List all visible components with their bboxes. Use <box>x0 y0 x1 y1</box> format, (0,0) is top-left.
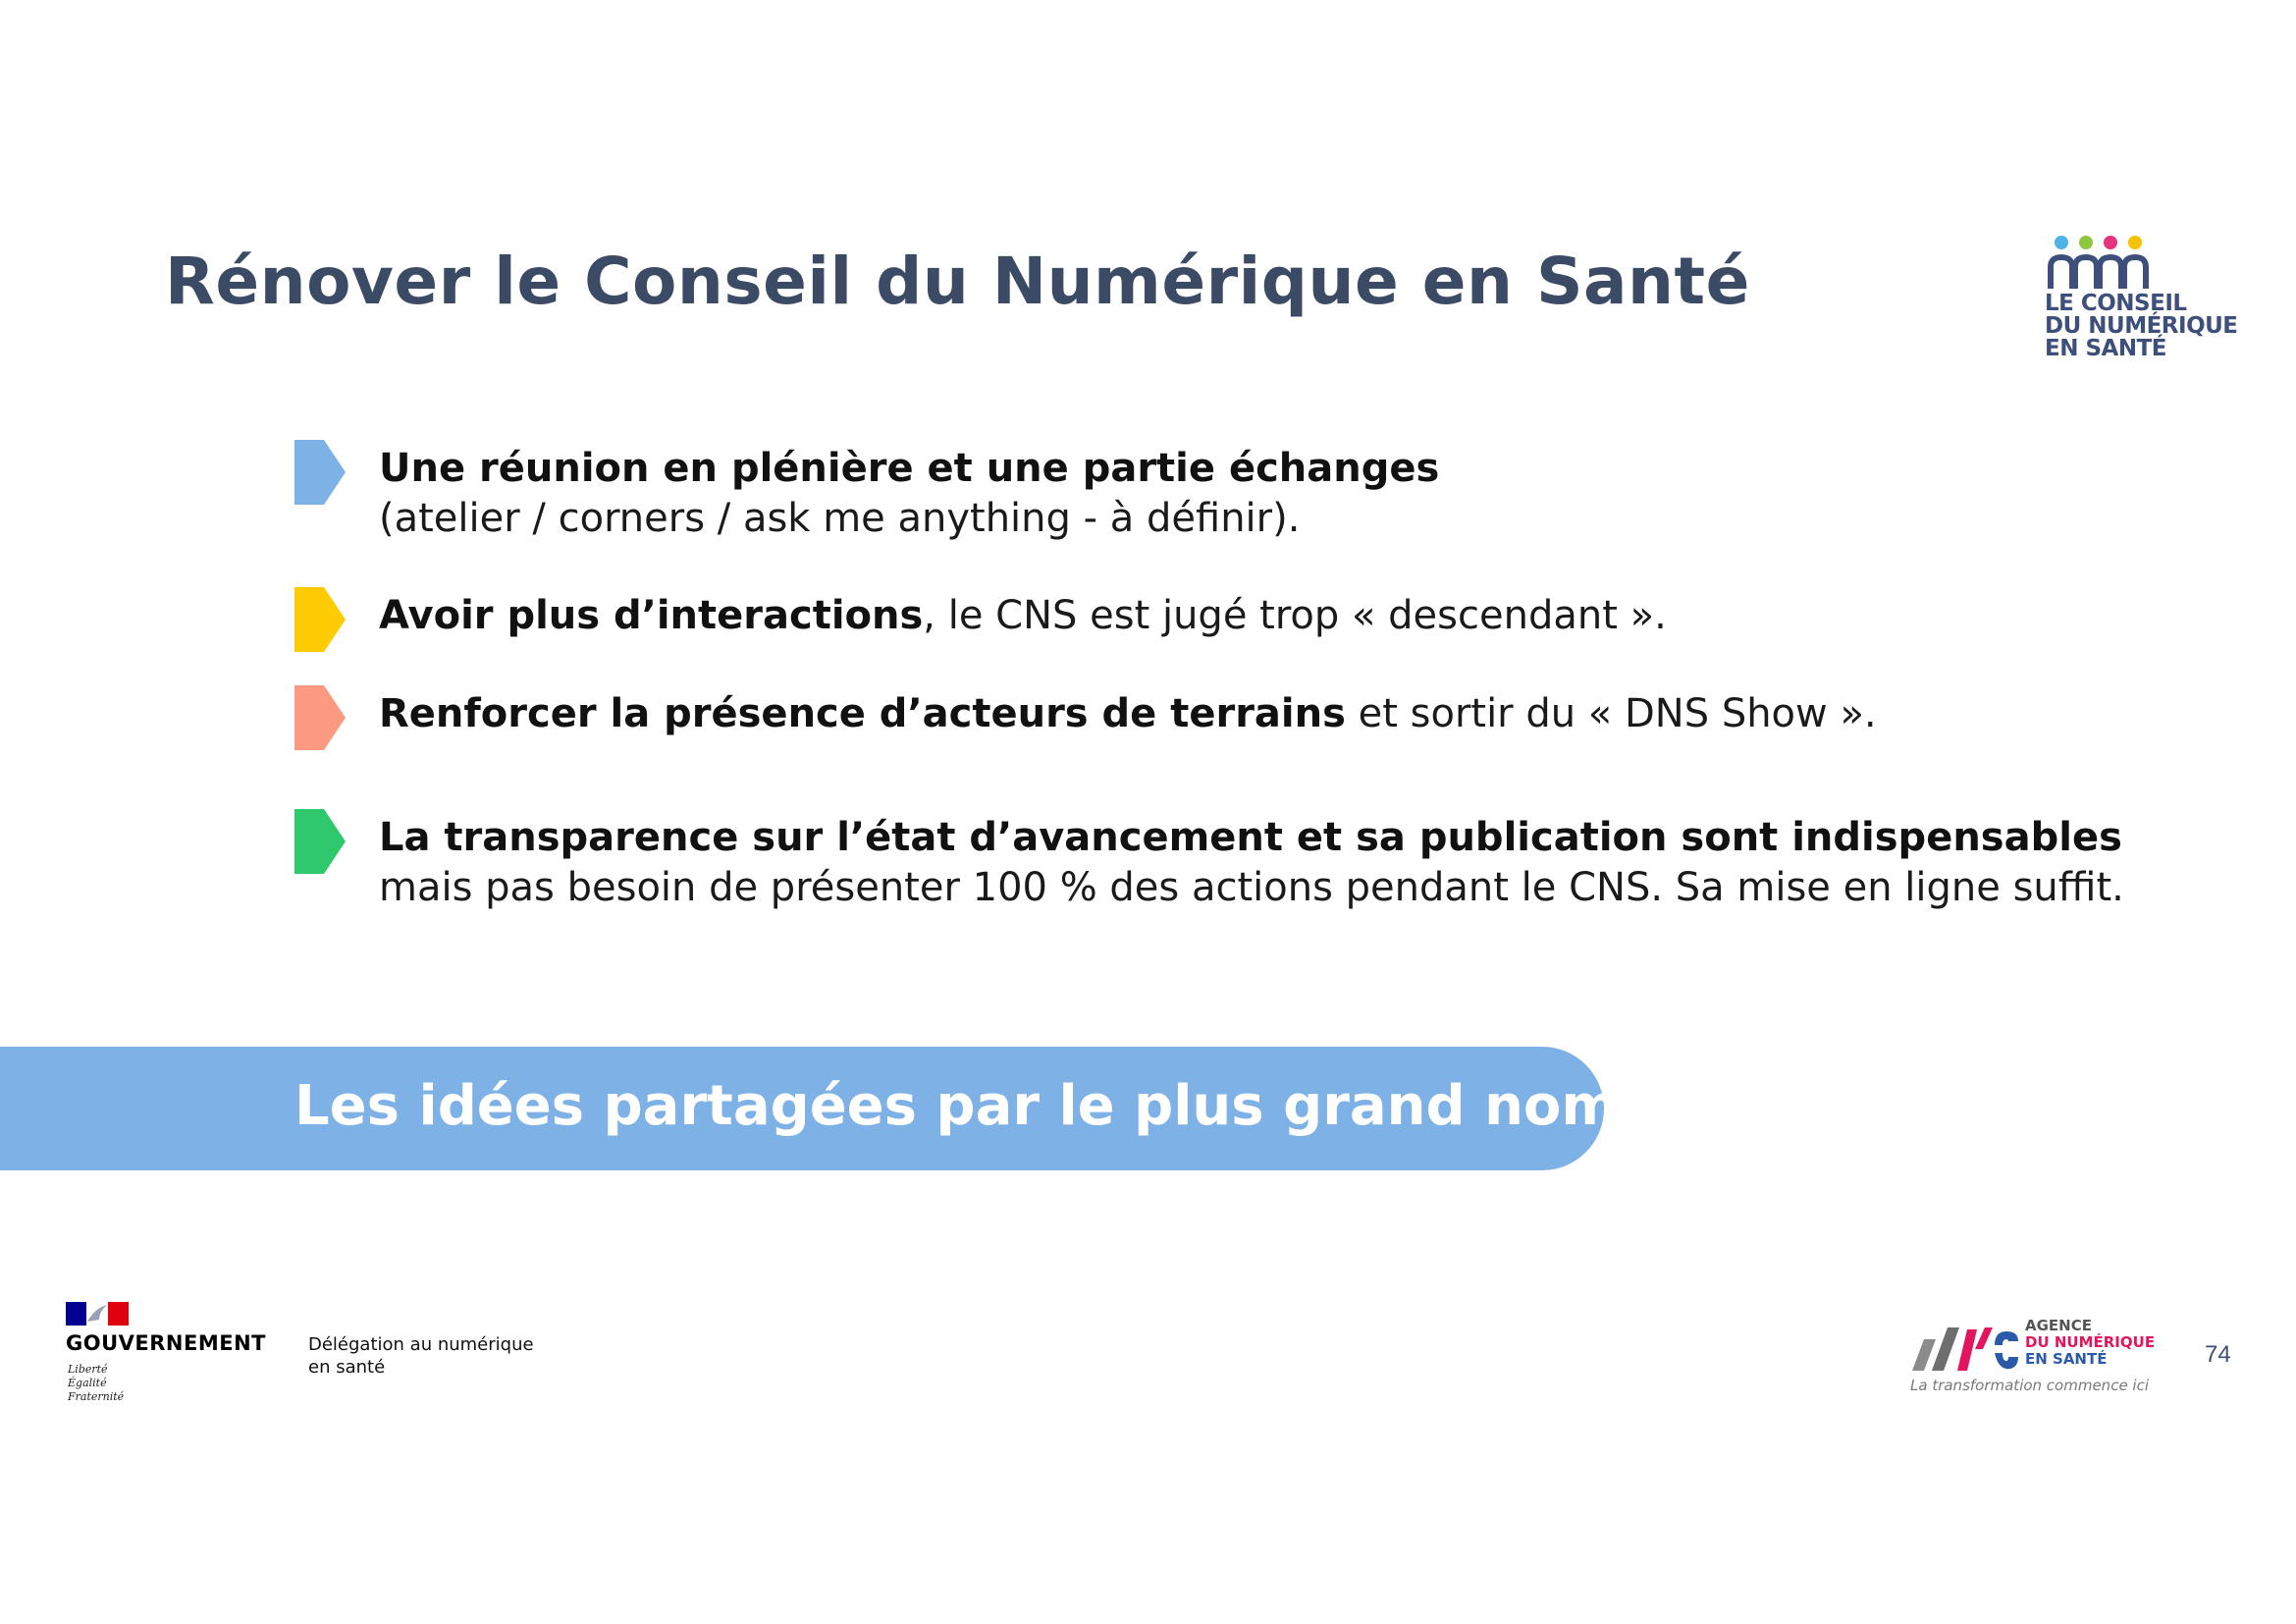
highlight-banner <box>0 1047 1723 1170</box>
cns-logo-mark-icon <box>2045 234 2182 297</box>
arrow-marker-icon <box>294 440 346 505</box>
marianne-flag-icon <box>66 1302 129 1326</box>
ans-logo <box>1910 1316 2175 1394</box>
bullet-bold-text: Renforcer la présence d’acteurs de terrains <box>379 691 1346 736</box>
gov-motto <box>68 1363 124 1404</box>
bullet-text <box>379 444 2126 544</box>
motto-line: Fraternité <box>68 1390 125 1403</box>
cns-logo-line2: DU NUMÉRIQUE <box>2045 313 2238 339</box>
cns-logo <box>2045 234 2251 366</box>
bullet-rest-text: et sortir du « DNS Show ». <box>1345 691 1877 736</box>
motto-line: Égalité <box>68 1377 107 1389</box>
bullet-rest-text: , le CNS est jugé trop « descendant ». <box>923 593 1667 638</box>
slide-title: Rénover le Conseil du Numérique en Santé <box>165 244 1750 319</box>
gov-name: GOUVERNEMENT <box>66 1331 266 1355</box>
ans-name <box>2025 1318 2155 1368</box>
bullet-text <box>379 813 2126 913</box>
arrow-marker-icon <box>294 685 346 750</box>
bullet-bold-text: Une réunion en plénière et une partie échanges <box>379 446 1440 491</box>
ans-logo-mark-icon <box>1910 1320 2020 1375</box>
cns-logo-line1: LE CONSEIL <box>2045 291 2187 316</box>
ans-tagline: La transformation commence ici <box>1910 1377 2150 1394</box>
arrow-marker-icon <box>294 809 346 874</box>
banner-text: Les idées partagées par le plus grand nombre <box>294 1074 1723 1138</box>
dept-line: en santé <box>308 1357 386 1378</box>
ans-line: EN SANTÉ <box>2025 1350 2108 1368</box>
arrow-marker-icon <box>294 587 346 652</box>
bullet-text <box>379 689 2126 739</box>
bullet-text <box>379 591 2126 641</box>
bullet-bold-text: La transparence sur l’état d’avancement et sa publication sont indispensables <box>379 815 2122 860</box>
ans-line: AGENCE <box>2025 1317 2092 1334</box>
bullet-rest-text: (atelier / corners / ask me anything - à définir). <box>379 496 1301 541</box>
cns-logo-line3: EN SANTÉ <box>2045 336 2166 361</box>
page-number: 74 <box>2205 1341 2231 1368</box>
government-logo <box>66 1302 557 1420</box>
bullet-bold-text: Avoir plus d’interactions <box>379 593 924 638</box>
dept-line: Délégation au numérique <box>308 1334 534 1355</box>
ans-line: DU NUMÉRIQUE <box>2025 1333 2156 1351</box>
dept-name <box>308 1333 534 1379</box>
bullet-rest-text: mais pas besoin de présenter 100 % des actions pendant le CNS. Sa mise en ligne suffit. <box>379 865 2124 910</box>
motto-line: Liberté <box>68 1363 108 1376</box>
